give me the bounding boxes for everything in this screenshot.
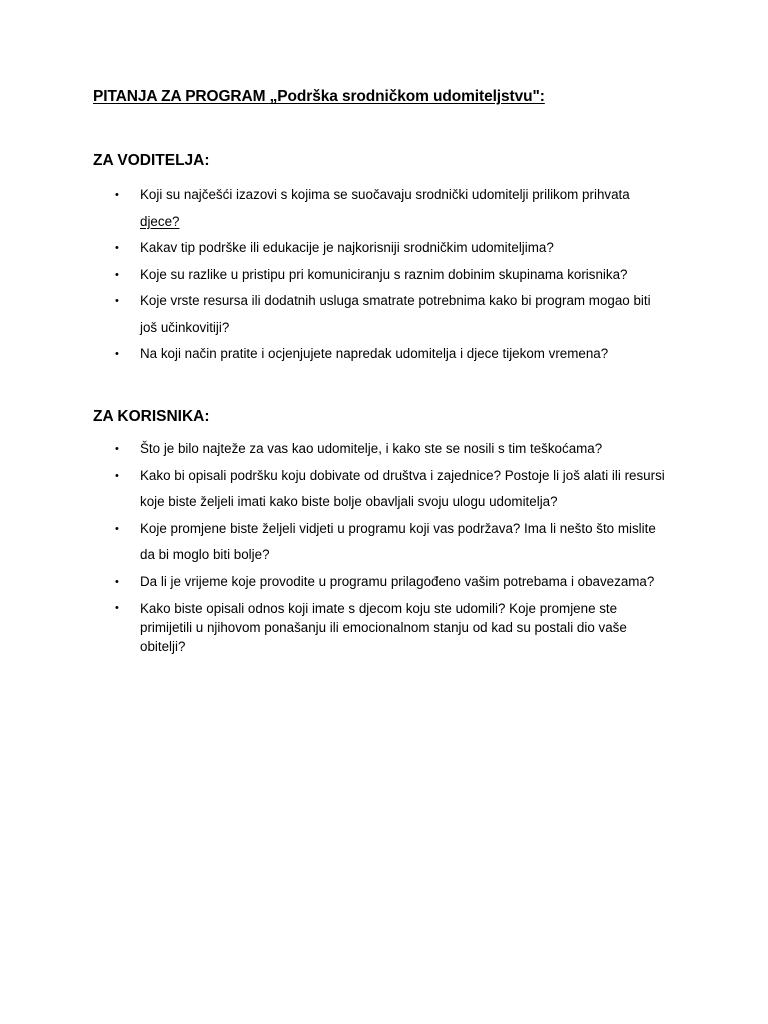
question-text: Koje su razlike u pristipu pri komuniciranju s raznim dobinim skupinama korisnika? xyxy=(140,266,628,282)
bullet-icon: • xyxy=(115,575,119,588)
question-text: Kako biste opisali odnos koji imate s djecom koju ste udomili? Koje promjene ste primijetili u njihovom ponašanju ili emocionalnom stanju od kad su postali dio vaše obitelji? xyxy=(140,601,627,654)
list-item xyxy=(0,341,768,368)
list-item xyxy=(0,463,768,516)
list-item xyxy=(0,595,768,656)
question-text: Koje vrste resursa ili dodatnih usluga smatrate potrebnima kako bi program mogao biti još učinkovitiji? xyxy=(140,293,651,335)
bullet-icon: • xyxy=(115,469,119,482)
question-text: Koje promjene biste željeli vidjeti u programu koji vas podržava? Ima li nešto što mislite da bi moglo biti bolje? xyxy=(140,520,656,562)
bullet-icon: • xyxy=(115,348,119,360)
bullet-icon: • xyxy=(115,295,119,307)
bullet-icon: • xyxy=(115,443,119,455)
list-item xyxy=(0,288,768,341)
bullet-icon: • xyxy=(115,522,119,535)
question-text: Što je bilo najteže za vas kao udomitelje, i kako ste se nosili s tim teškoćama? xyxy=(140,441,603,456)
section-heading-voditelja: ZA VODITELJA: xyxy=(93,152,210,169)
list-item xyxy=(0,569,768,596)
list-item xyxy=(0,182,768,235)
bullet-icon: • xyxy=(115,189,119,201)
list-item xyxy=(0,235,768,262)
question-text-underlined: djece? xyxy=(140,213,180,229)
bullet-icon: • xyxy=(115,268,119,281)
bullet-icon: • xyxy=(115,242,119,254)
question-text: Kakav tip podrške ili edukacije je najkorisniji srodničkim udomiteljima? xyxy=(140,240,554,255)
document-title: PITANJA ZA PROGRAM „Podrška srodničkom udomiteljstvu": xyxy=(93,88,545,105)
question-list-korisnika xyxy=(0,436,768,656)
question-list-voditelja xyxy=(0,182,768,368)
bullet-icon: • xyxy=(115,602,119,614)
question-text: Na koji način pratite i ocjenjujete napredak udomitelja i djece tijekom vremena? xyxy=(140,346,609,361)
list-item xyxy=(0,262,768,289)
question-text: Kako bi opisali podršku koju dobivate od društva i zajednice? Postoje li još alati ili resursi koje biste željeli imati kako biste bolje obavljali svoju ulogu udomitelja? xyxy=(140,467,665,509)
question-text: Da li je vrijeme koje provodite u programu prilagođeno vašim potrebama i obavezama? xyxy=(140,573,655,589)
list-item xyxy=(0,516,768,569)
section-heading-korisnika: ZA KORISNIKA: xyxy=(93,408,210,425)
list-item xyxy=(0,436,768,463)
question-text: Koji su najčešći izazovi s kojima se suočavaju srodnički udomitelji prilikom prihvata xyxy=(140,187,630,202)
